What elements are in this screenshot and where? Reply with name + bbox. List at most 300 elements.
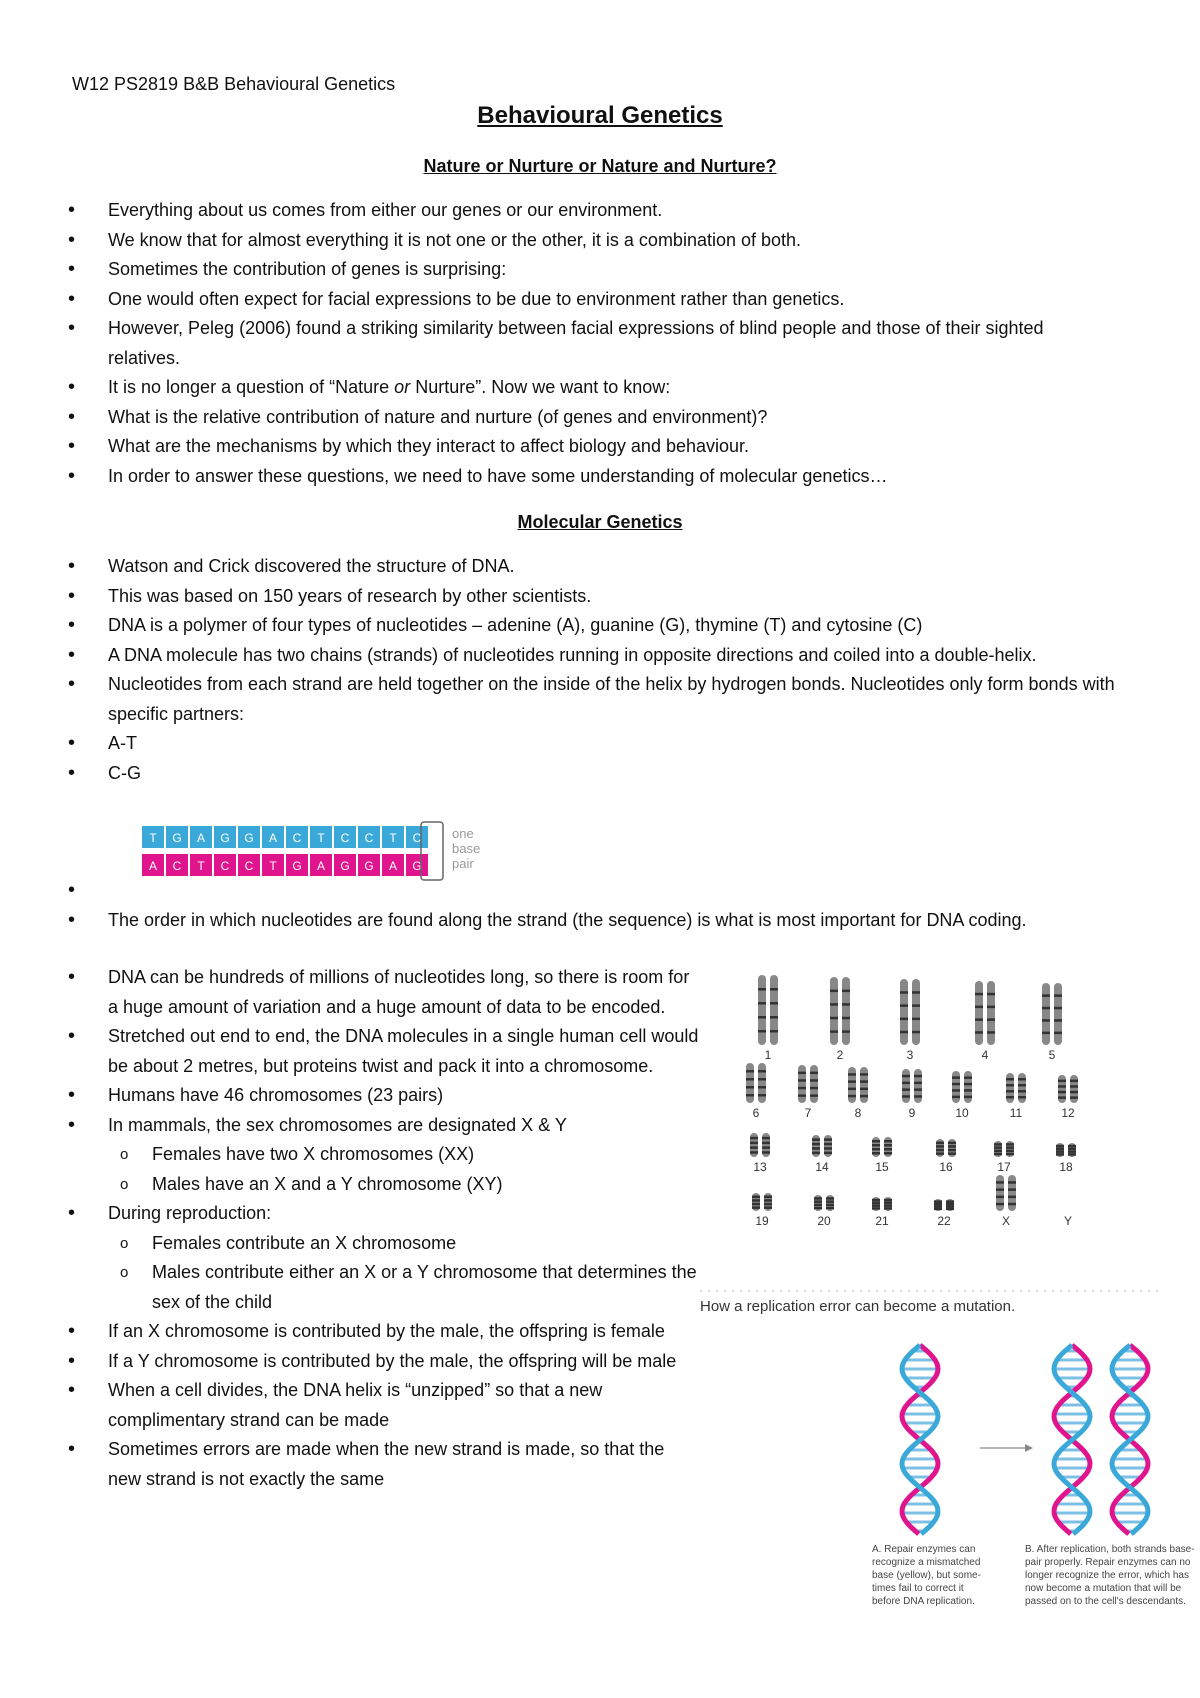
chromosome-band (912, 1018, 920, 1021)
chromosome-band (952, 1083, 960, 1086)
chromosome-band (987, 1006, 995, 1009)
chromosome-band (872, 1144, 880, 1147)
arrow-head-icon (1025, 1444, 1033, 1452)
mutation-caption-b (1025, 1543, 1200, 1608)
chromosome-band (902, 1082, 910, 1085)
chromosome-band (1070, 1091, 1078, 1094)
chromosome-band (1054, 1007, 1062, 1010)
chromosome-band (948, 1145, 956, 1148)
chromosome-label: 3 (906, 1048, 914, 1062)
caption-line: longer recognize the error, which has (1025, 1570, 1189, 1581)
nucleotide-letter: T (317, 831, 325, 845)
chromosome-band (758, 988, 766, 991)
chromosome-band (798, 1079, 806, 1082)
caption-rule (700, 1286, 1160, 1296)
chromosome-band (746, 1086, 754, 1089)
chromosome-band (1058, 1091, 1066, 1094)
chromosome-band (1042, 994, 1050, 997)
chromosome-band (1042, 1032, 1050, 1035)
base-pair-label-line-2: base (452, 841, 481, 856)
chromosome-label: 7 (804, 1106, 812, 1120)
chromosome-band (826, 1204, 834, 1207)
chromosome-band (752, 1206, 760, 1209)
chromosome-band (994, 1153, 1002, 1156)
chromosome (770, 975, 778, 1045)
nucleotide-letter: G (412, 859, 422, 873)
nucleotide-letter: T (389, 831, 397, 845)
chromosome-band (1056, 1148, 1064, 1151)
chromosome (758, 1063, 766, 1103)
chromosome-band (1042, 1007, 1050, 1010)
chromosome-band (902, 1095, 910, 1098)
chromosome (964, 1071, 972, 1103)
chromosome-band (902, 1088, 910, 1091)
chromosome-band (1056, 1153, 1064, 1156)
nucleotide-letter: G (244, 831, 254, 845)
list-item: • A DNA molecule has two chains (strands) of nucleotides running in opposite directions and coiled into a double-helix. (72, 641, 1122, 671)
chromosome-band (1056, 1150, 1064, 1153)
chromosome-band (994, 1146, 1002, 1149)
chromosome-band (842, 1017, 850, 1020)
chromosome-band (746, 1070, 754, 1073)
chromosome-band (952, 1096, 960, 1099)
chromosome (746, 1063, 754, 1103)
list-item: • What is the relative contribution of nature and nurture (of genes and environment)? (72, 403, 1112, 433)
chromosome (758, 975, 766, 1045)
chromosome-band (946, 1208, 954, 1211)
nucleotide-letter: A (268, 831, 278, 845)
chromosome-band (952, 1076, 960, 1079)
chromosome-label: 1 (764, 1048, 772, 1062)
chromosome-band (826, 1200, 834, 1203)
helix-b-left (1054, 1345, 1090, 1534)
list-item: • When a cell divides, the DNA helix is “unzipped” so that a new complimentary strand can be made (72, 1376, 702, 1435)
chromosome-band (946, 1200, 954, 1203)
molecular-genetics-list (72, 552, 1122, 788)
caption-line: B. After replication, both strands base- (1025, 1544, 1195, 1555)
list-item (72, 876, 1122, 906)
chromosome-band (964, 1076, 972, 1079)
chromosome-band (810, 1087, 818, 1090)
chromosome-band (770, 988, 778, 991)
chromosome-label: 12 (1061, 1106, 1075, 1120)
chromosome-band (824, 1143, 832, 1146)
chromosome-band (1008, 1196, 1016, 1199)
page-title: Behavioural Genetics (477, 102, 723, 129)
chromosome-band (914, 1082, 922, 1085)
chromosome-band (952, 1089, 960, 1092)
chromosome-band (830, 1017, 838, 1020)
list-item: • A-T (72, 729, 1122, 759)
helix-backbone (902, 1345, 938, 1534)
chromosome-band (996, 1203, 1004, 1206)
chromosome-band (1068, 1153, 1076, 1156)
chromosome-band (914, 1088, 922, 1091)
chromosome-band (842, 990, 850, 993)
chromosome-list (72, 963, 702, 1494)
list-item: • DNA is a polymer of four types of nucleotides – adenine (A), guanine (G), thymine (T) and cytosine (C) (72, 611, 1122, 641)
chromosome-label: Y (1063, 1214, 1073, 1228)
chromosome-band (872, 1140, 880, 1143)
nucleotide-letter: C (220, 859, 230, 873)
caption-line: times fail to correct it (872, 1583, 964, 1594)
nucleotide-letter: C (412, 831, 422, 845)
chromosome-band (824, 1147, 832, 1150)
chromosome-band (764, 1196, 772, 1199)
list-item: • We know that for almost everything it is not one or the other, it is a combination of both. (72, 226, 1112, 256)
chromosome-band (810, 1072, 818, 1075)
chromosome-band (1018, 1078, 1026, 1081)
mutation-caption-a (872, 1543, 1012, 1608)
chromosome-band (936, 1142, 944, 1145)
sequence-list (72, 876, 1122, 935)
chromosome-band (946, 1203, 954, 1206)
chromosome-band (1070, 1096, 1078, 1099)
list-item: • What are the mechanisms by which they interact to affect biology and behaviour. (72, 432, 1112, 462)
chromosome-label: 10 (955, 1106, 969, 1120)
chromosome-label: 8 (854, 1106, 862, 1120)
nucleotide-letter: C (244, 859, 254, 873)
helix-backbone (1054, 1345, 1090, 1534)
chromosome-band (948, 1149, 956, 1152)
list-item: • C-G (72, 759, 1122, 789)
chromosome-band (872, 1202, 880, 1205)
chromosome-band (934, 1205, 942, 1208)
section-heading-nature-nurture: Nature or Nurture or Nature and Nurture? (423, 156, 777, 176)
chromosome-band (814, 1197, 822, 1200)
chromosome-band (1056, 1145, 1064, 1148)
chromosome-band (914, 1095, 922, 1098)
chromosome-label: 18 (1059, 1160, 1073, 1174)
chromosome-band (1008, 1203, 1016, 1206)
chromosome (1008, 1175, 1016, 1211)
nucleotide-letter: T (197, 859, 205, 873)
base-pair-label-line-1: one (452, 826, 474, 841)
chromosome-band (934, 1208, 942, 1211)
chromosome-label: 2 (836, 1048, 844, 1062)
chromosome-band (994, 1150, 1002, 1153)
chromosome (848, 1067, 856, 1103)
list-item: o Females have two X chromosomes (XX) (72, 1140, 702, 1170)
caption-line: base (yellow), but some- (872, 1570, 981, 1581)
chromosome-band (812, 1152, 820, 1155)
chromosome-label: 19 (755, 1214, 769, 1228)
chromosome-band (824, 1152, 832, 1155)
chromosome-band (746, 1078, 754, 1081)
chromosome-band (1006, 1090, 1014, 1093)
list-item: • Nucleotides from each strand are held together on the inside of the helix by hydrogen bonds. Nucleotides only form bonds with specific partners: (72, 670, 1122, 729)
nucleotide-letter: A (148, 859, 158, 873)
chromosome (996, 1175, 1004, 1211)
chromosome-band (884, 1202, 892, 1205)
chromosome-band (798, 1094, 806, 1097)
chromosome-band (824, 1138, 832, 1141)
chromosome-band (826, 1207, 834, 1210)
chromosome-band (842, 1030, 850, 1033)
chromosome-band (987, 1031, 995, 1034)
chromosome-band (975, 1006, 983, 1009)
base-pair-label-line-3: pair (452, 856, 474, 871)
chromosome-band (964, 1089, 972, 1092)
nucleotide-letter: G (340, 859, 350, 873)
chromosome-band (762, 1151, 770, 1154)
chromosome-band (1042, 1019, 1050, 1022)
list-item: o Females contribute an X chromosome (72, 1229, 702, 1259)
chromosome-band (1008, 1188, 1016, 1191)
list-item: • In mammals, the sex chromosomes are designated X & Y (72, 1111, 702, 1141)
chromosome-band (1008, 1181, 1016, 1184)
chromosome-band (975, 1018, 983, 1021)
mutation-figure-caption: How a replication error can become a mutation. (700, 1298, 1016, 1315)
chromosome-band (752, 1203, 760, 1206)
chromosome-band (912, 991, 920, 994)
caption-line: before DNA replication. (872, 1596, 975, 1607)
caption-line: now become a mutation that will be (1025, 1583, 1182, 1594)
chromosome (912, 979, 920, 1045)
chromosome-band (987, 993, 995, 996)
chromosome-band (872, 1199, 880, 1202)
chromosome-band (764, 1206, 772, 1209)
helix-backbone (1112, 1345, 1148, 1534)
chromosome-band (912, 1031, 920, 1034)
chromosome-band (758, 1070, 766, 1073)
chromosome-band (1058, 1096, 1066, 1099)
chromosome-label: 6 (752, 1106, 760, 1120)
section-heading-molecular-genetics: Molecular Genetics (517, 512, 683, 532)
chromosome-band (860, 1080, 868, 1083)
chromosome-band (900, 1031, 908, 1034)
chromosome-label: 5 (1048, 1048, 1056, 1062)
chromosome-band (1058, 1085, 1066, 1088)
chromosome (952, 1071, 960, 1103)
chromosome-band (975, 1031, 983, 1034)
nucleotide-letter: T (149, 831, 157, 845)
chromosome-band (814, 1200, 822, 1203)
chromosome-band (750, 1151, 758, 1154)
chromosome-band (948, 1152, 956, 1155)
list-item: • Watson and Crick discovered the structure of DNA. (72, 552, 1122, 582)
chromosome-label: X (1001, 1214, 1011, 1228)
chromosome-band (750, 1142, 758, 1145)
chromosome-band (810, 1079, 818, 1082)
chromosome-band (1006, 1143, 1014, 1146)
chromosome-band (830, 1003, 838, 1006)
document-header: W12 PS2819 B&B Behavioural Genetics (72, 74, 396, 94)
chromosome-band (975, 993, 983, 996)
nucleotide-letter: T (269, 859, 277, 873)
chromosome-label: 11 (1009, 1106, 1023, 1120)
chromosome-band (872, 1204, 880, 1207)
chromosome-band (848, 1073, 856, 1076)
helix-b-right (1112, 1345, 1148, 1534)
chromosome-band (848, 1088, 856, 1091)
chromosome-band (884, 1204, 892, 1207)
chromosome-band (1006, 1153, 1014, 1156)
chromosome-band (1054, 1019, 1062, 1022)
caption-line: recognize a mismatched (872, 1557, 981, 1568)
chromosome-band (762, 1137, 770, 1140)
chromosome-band (770, 1030, 778, 1033)
chromosome-label: 4 (981, 1048, 989, 1062)
chromosome (860, 1067, 868, 1103)
helix-a (902, 1345, 938, 1534)
chromosome-band (798, 1087, 806, 1090)
chromosome-band (1006, 1078, 1014, 1081)
nucleotide-letter: A (316, 859, 326, 873)
chromosome (1042, 983, 1050, 1045)
chromosome-band (762, 1146, 770, 1149)
list-item: • This was based on 150 years of research by other scientists. (72, 582, 1122, 612)
chromosome-band (964, 1083, 972, 1086)
chromosome-band (1068, 1150, 1076, 1153)
list-item: • In order to answer these questions, we need to have some understanding of molecular genetics… (72, 462, 1112, 492)
top-strand (142, 826, 428, 848)
nucleotide-letter: A (196, 831, 206, 845)
chromosome-label: 17 (997, 1160, 1011, 1174)
list-item: • Stretched out end to end, the DNA molecules in a single human cell would be about 2 metres, but proteins twist and pack it into a chromosome. (72, 1022, 702, 1081)
chromosome (810, 1065, 818, 1103)
list-item: • If a Y chromosome is contributed by the male, the offspring will be male (72, 1347, 702, 1377)
chromosome (987, 981, 995, 1045)
chromosome-label: 20 (817, 1214, 831, 1228)
bottom-strand (142, 854, 428, 876)
chromosome-band (764, 1203, 772, 1206)
chromosome-band (860, 1088, 868, 1091)
chromosome-band (1006, 1146, 1014, 1149)
chromosome-band (810, 1094, 818, 1097)
chromosome-band (1054, 994, 1062, 997)
chromosome-band (798, 1072, 806, 1075)
chromosome-band (884, 1144, 892, 1147)
list-item: o Males have an X and a Y chromosome (XY) (72, 1170, 702, 1200)
nucleotide-letter: G (172, 831, 182, 845)
chromosome-band (1058, 1080, 1066, 1083)
chromosome-band (762, 1142, 770, 1145)
list-item: • Humans have 46 chromosomes (23 pairs) (72, 1081, 702, 1111)
list-item: • DNA can be hundreds of millions of nucleotides long, so there is room for a huge amount of variation and a huge amount of data to be encoded. (72, 963, 702, 1022)
chromosome-band (752, 1196, 760, 1199)
list-item: • Sometimes the contribution of genes is surprising: (72, 255, 1112, 285)
list-item: • It is no longer a question of “Nature or Nurture”. Now we want to know: (72, 373, 1112, 403)
chromosome (1054, 983, 1062, 1045)
chromosome-band (872, 1152, 880, 1155)
chromosome-band (814, 1207, 822, 1210)
chromosome (798, 1065, 806, 1103)
chromosome-band (752, 1199, 760, 1202)
chromosome (842, 977, 850, 1045)
karyotype-figure (740, 975, 1160, 1245)
chromosome-band (848, 1080, 856, 1083)
chromosome-band (936, 1149, 944, 1152)
list-item: • If an X chromosome is contributed by the male, the offspring is female (72, 1317, 702, 1347)
chromosome-band (884, 1148, 892, 1151)
chromosome-band (812, 1138, 820, 1141)
chromosome-label: 9 (908, 1106, 916, 1120)
chromosome-band (934, 1203, 942, 1206)
chromosome-band (1018, 1084, 1026, 1087)
chromosome-band (758, 1094, 766, 1097)
nucleotide-letter: G (220, 831, 230, 845)
chromosome-band (884, 1140, 892, 1143)
chromosome (900, 979, 908, 1045)
chromosome-band (1018, 1096, 1026, 1099)
chromosome-band (770, 1002, 778, 1005)
chromosome-label: 13 (753, 1160, 767, 1174)
chromosome-band (884, 1199, 892, 1202)
list-item: • One would often expect for facial expressions to be due to environment rather than genetics. (72, 285, 1112, 315)
chromosome-band (884, 1207, 892, 1210)
nucleotide-letter: C (340, 831, 350, 845)
nucleotide-letter: G (364, 859, 374, 873)
chromosome-band (746, 1094, 754, 1097)
list-item: • Everything about us comes from either our genes or our environment. (72, 196, 1112, 226)
chromosome-band (900, 1018, 908, 1021)
chromosome-band (750, 1137, 758, 1140)
chromosome-band (860, 1095, 868, 1098)
caption-line: A. Repair enzymes can (872, 1544, 976, 1555)
chromosome-band (1006, 1096, 1014, 1099)
list-item: • Sometimes errors are made when the new strand is made, so that the new strand is not exactly the same (72, 1435, 702, 1494)
chromosome-band (758, 1002, 766, 1005)
chromosome-band (830, 1030, 838, 1033)
chromosome-band (936, 1145, 944, 1148)
chromosome-band (1068, 1145, 1076, 1148)
chromosome-band (814, 1204, 822, 1207)
nature-nurture-list (72, 196, 1112, 491)
chromosome-band (946, 1205, 954, 1208)
chromosome-band (860, 1073, 868, 1076)
chromosome (975, 981, 983, 1045)
chromosome-label: 15 (875, 1160, 889, 1174)
chromosome-band (1018, 1090, 1026, 1093)
base-pair-diagram (140, 820, 500, 882)
chromosome-band (812, 1143, 820, 1146)
chromosome-band (812, 1147, 820, 1150)
chromosome-band (900, 1004, 908, 1007)
mutation-helix-figure (700, 1340, 1160, 1540)
chromosome-band (964, 1096, 972, 1099)
chromosome-band (1006, 1150, 1014, 1153)
chromosome-band (900, 991, 908, 994)
emphasis-or: or (394, 377, 411, 397)
caption-line: passed on to the cell's descendants. (1025, 1596, 1186, 1607)
chromosome-band (914, 1075, 922, 1078)
caption-line: pair properly. Repair enzymes can no (1025, 1557, 1191, 1568)
nucleotide-letter: G (292, 859, 302, 873)
chromosome-band (842, 1003, 850, 1006)
chromosome-band (1070, 1085, 1078, 1088)
chromosome-band (770, 1016, 778, 1019)
chromosome-band (764, 1199, 772, 1202)
chromosome (830, 977, 838, 1045)
chromosome-band (830, 990, 838, 993)
chromosome-band (758, 1078, 766, 1081)
chromosome-band (912, 1004, 920, 1007)
chromosome-label: 21 (875, 1214, 889, 1228)
chromosome-band (872, 1207, 880, 1210)
chromosome-band (884, 1152, 892, 1155)
list-item: • However, Peleg (2006) found a striking similarity between facial expressions of blind people and those of their sighted relatives. (72, 314, 1112, 373)
chromosome-band (996, 1188, 1004, 1191)
list-item: • The order in which nucleotides are found along the strand (the sequence) is what is most important for DNA coding. (72, 906, 1122, 936)
chromosome-band (1070, 1080, 1078, 1083)
chromosome-band (1006, 1084, 1014, 1087)
nucleotide-letter: C (364, 831, 374, 845)
chromosome-band (1068, 1148, 1076, 1151)
list-item: • During reproduction: (72, 1199, 702, 1229)
chromosome-band (750, 1146, 758, 1149)
chromosome-band (1054, 1032, 1062, 1035)
